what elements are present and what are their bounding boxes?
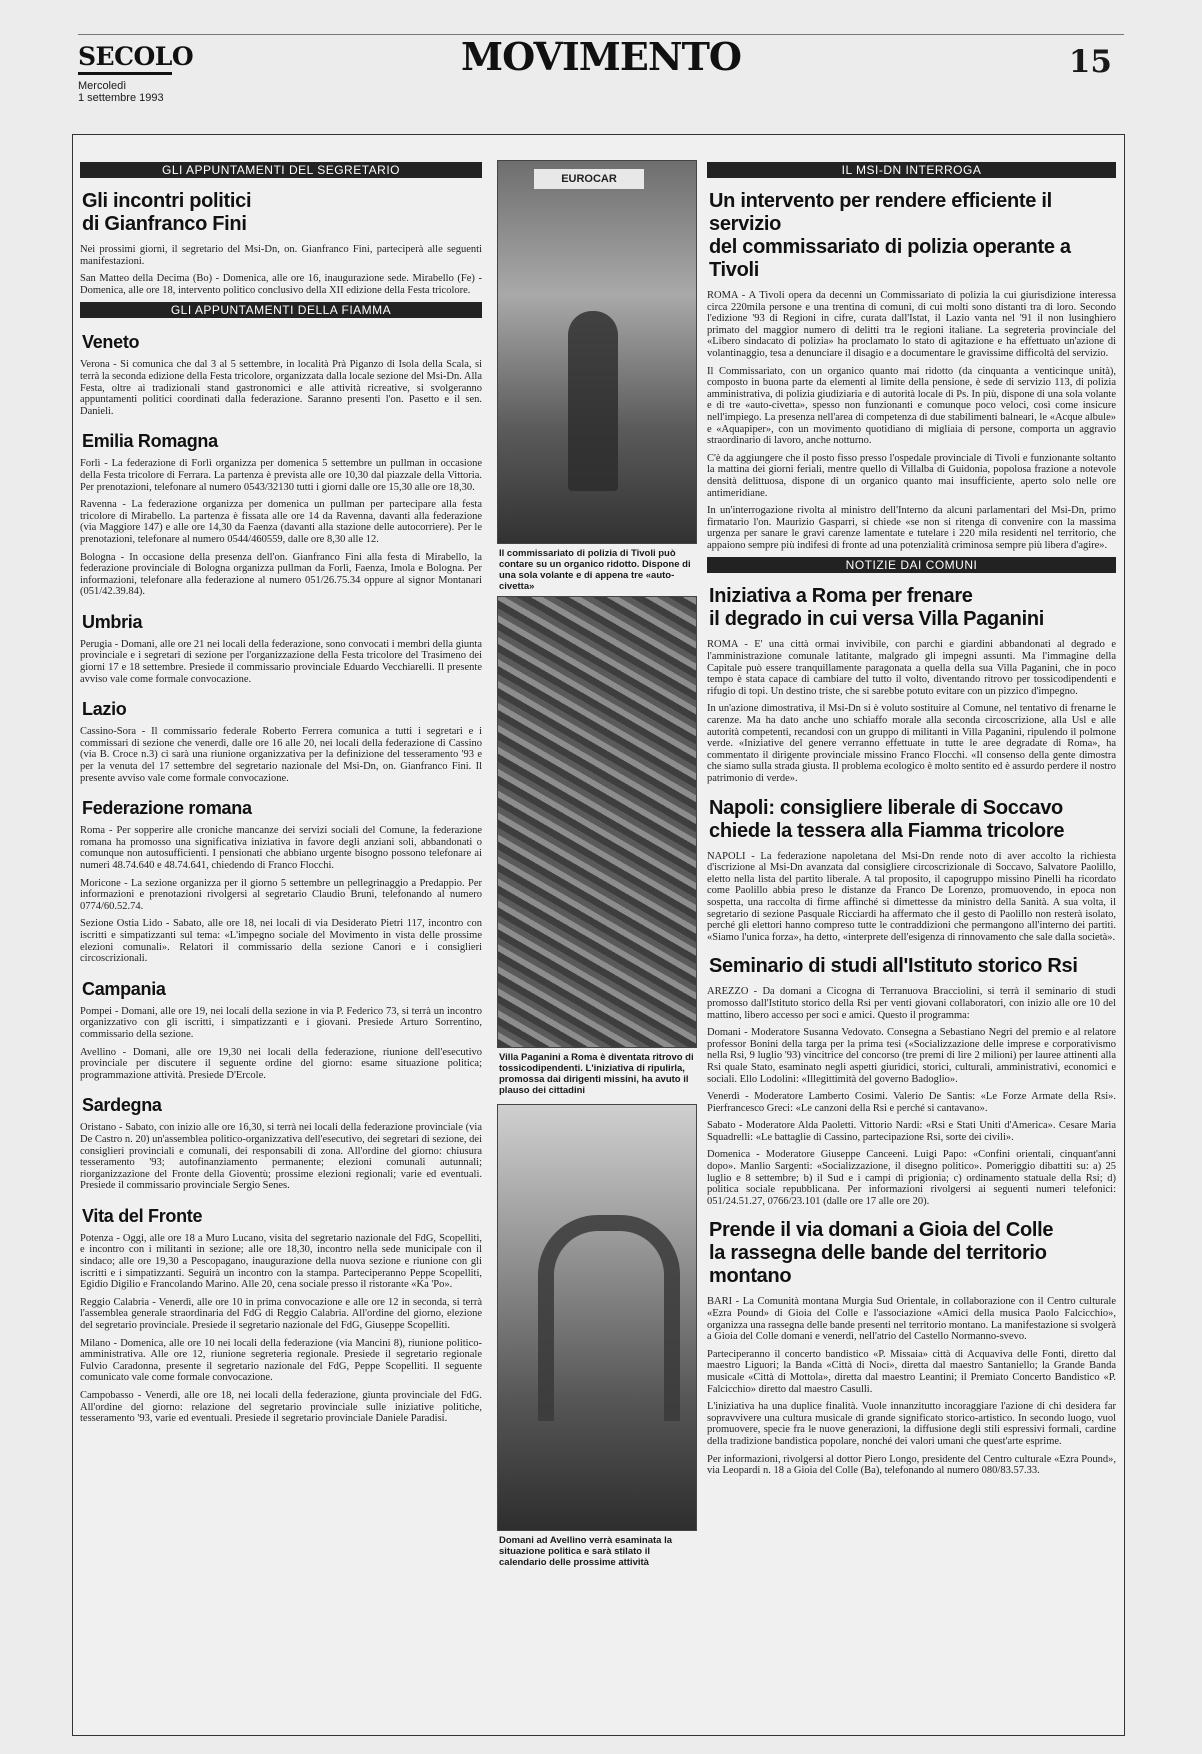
paragraph: AREZZO - Da domani a Cicogna di Terranuova Bracciolini, si terrà il seminario di studi promosso dall'Istituto storico della Rsi per venti giovani collaboratori, con inizio alle ore 10 del mattino, libero accesso per soci e amici. Questo il programma: xyxy=(707,986,1116,1021)
paragraph: Perugia - Domani, alle ore 21 nei locali della federazione, sono convocati i membri della giunta provinciale e i segretari di sezione per l'organizzazione della Festa tricolore del Trasimeno dei giorni 17 e 18 settembre. Presiede il commissario provinciale Eduardo Vecchiarelli. Il presente avviso vale come formale convocazione. xyxy=(80,638,482,685)
section-bar-interroga: IL MSI-DN INTERROGA xyxy=(707,162,1116,178)
paragraph: Potenza - Oggi, alle ore 18 a Muro Lucano, visita del segretario nazionale del FdG, Scopelliti, e incontro con i militanti in sezione; alle ore 18,30, incontro nella sede municipale con il sindaco; alle ore 19,30 a Pescopagano, inaugurazione della nuova sezione e riunione con gli iscritti e i simpatizzanti. Seguirà un incontro con la stampa. Parteciperanno Peppe Scopelliti, Egidio Digilio e Francolando Marino. Alle 20, cena sociale presso il ristorante «Ka 'Po». xyxy=(80,1232,482,1291)
region-heading-lazio: Lazio xyxy=(82,699,127,720)
paragraph: C'è da aggiungere che il posto fisso presso l'ospedale provinciale di Tivoli e funzionante soltanto la mattina dei giorni feriali, mentre quello di Villalba di Guidonia, popolosa frazione a notevole densità delittuosa, dispone di un organico quanto mai insufficiente, aperto solo nelle ore antimeridiane. xyxy=(707,452,1116,499)
paragraph: Venerdì - Moderatore Lamberto Cosimi. Valerio De Santis: «Le Forze Armate della Rsi». Pierfrancesco Greci: «Le canzoni della Rsi e perché si cantavano». xyxy=(707,1091,1116,1114)
section-bar-fiamma: GLI APPUNTAMENTI DELLA FIAMMA xyxy=(80,302,482,318)
photo-column xyxy=(497,160,697,1568)
region-heading-vita-fronte: Vita del Fronte xyxy=(82,1205,203,1226)
paragraph: BARI - La Comunità montana Murgia Sud Orientale, in collaborazione con il Centro culturale «Ezra Pound» di Gioia del Colle e l'associazione «Amici della musica Paolo Falcicchio», organizza una rassegna delle bande presenti nel territorio montano. La manifestazione si svolgerà a Gioia del Colle domani e venerdì, nell'atrio del Castello Normanno-svevo. xyxy=(707,1296,1116,1343)
region-heading-veneto: Veneto xyxy=(82,332,140,353)
headline-gioia-del-colle: Prende il via domani a Gioia del Colle la rassegna delle bande del territorio montano xyxy=(709,1219,1054,1288)
photo-caption: Villa Paganini a Roma è diventata ritrovo di tossicodipendenti. L'iniziativa di ripulirla, promossa dai dirigenti missini, ha avuto il plauso dei cittadini xyxy=(499,1052,694,1096)
headline-napoli: Napoli: consigliere liberale di Soccavo chiede la tessera alla Fiamma tricolore xyxy=(709,796,1065,842)
paragraph: Cassino-Sora - Il commissario federale Roberto Ferrera comunica a tutti i segretari e i commissari di sezione che venerdì, dalle ore 16 alle 20, nei locali della federazione di Cassino (via B. Croce n.3) ci sarà una riunione organizzativa per la definizione del tesseramento '93 e per la venuta del 17 settembre del segretario nazionale del Msi-Dn, on. Gianfranco Fini. Il presente avviso vale come formale convocazione. xyxy=(80,726,482,784)
left-column xyxy=(80,160,482,1431)
region-heading-sardegna: Sardegna xyxy=(82,1095,162,1116)
photo-caption: Il commissariato di polizia di Tivoli può contare su un organico ridotto. Dispone di una sola volante e di appena tre «auto-civetta» xyxy=(499,548,691,592)
paragraph: Reggio Calabria - Venerdì, alle ore 10 in prima convocazione e alle ore 12 in seconda, si terrà l'assemblea generale straordinaria del FdG di Reggio Calabria. All'ordine del giorno, elezione del segretario provinciale. Presiede il segretario nazionale del FdG, Giuseppe Scopelliti. xyxy=(80,1296,482,1332)
paragraph: ROMA - A Tivoli opera da decenni un Commissariato di polizia la cui giurisdizione interessa circa 220mila persone e una trentina di comuni, di cui molti sono distanti tra di loro. Secondo l'edizione '93 di Regioni in cifre, curata dall'Istat, il Lazio vanta nel '91 il non lusinghiero primato del maggior numero di delitti tra le regioni italiane. La segreteria provinciale del «Libero sindacato di polizia» ha proclamato lo stato di agitazione e ha effettuato un'azione di volantinaggio, tesa a denunciare il disagio e a documentare le gravissime difficoltà del servizio. xyxy=(707,290,1116,359)
paragraph: Sezione Ostia Lido - Sabato, alle ore 18, nei locali di via Desiderato Pietri 117, incontro con iscritti e simpatizzanti sul tema: «L'impegno sociale del Movimento in vista delle prossime elezioni comunali». Relatori il commissario della sezione Canori e i consiglieri circoscrizionali. xyxy=(80,918,482,965)
issue-date: 1 settembre 1993 xyxy=(78,92,164,104)
paragraph: Il Commissariato, con un organico quanto mai ridotto (da cinquanta a venticinque unità), composto in buona parte da elementi al limite della pensione, è sede di servizio 113, di polizia amministrativa, di polizia giudiziaria e di autorità locale di Ps. In più, dispone di una sola volante e di tre «auto-civetta», spesso non funzionanti e comunque poco veloci, così come insicure nell'impiego. La presenza nell'area di competenza di due stabilimenti balneari, le «Acque albule» e «Aquapiper», con un movimento quotidiano di migliaia di persone, comporta un aggravio straordinario di lavoro, anche notturno. xyxy=(707,365,1116,447)
paragraph: NAPOLI - La federazione napoletana del Msi-Dn rende noto di aver accolto la richiesta d'iscrizione al Msi-Dn avanzata dal consigliere circoscrizionale di Soccavo, Salvatore Paolillo, eletto nella lista del partito liberale. A tal proposito, il capogruppo missino Pinelli ha ricordato come Paolillo abbia preso le distanze da Franco De Lorenzo, promuovendo, in epoca non sospetta, una raccolta di firme affinché si dimettesse da ministro della Sanità. A sua volta, il segretario di sezione Pasquale Ricciardi ha affermato che il gesto di Paolillo non resterà isolato, perché gli elettori hanno compreso tutte le contraddizioni che permangono all'interno dei partiti. «Siamo l'unica forza», ha detto, «interprete dell'esigenza di rinnovamento che sale dalla società». xyxy=(707,850,1116,943)
paragraph: Verona - Si comunica che dal 3 al 5 settembre, in località Prà Piganzo di Isola della Scala, si terrà la seconda edizione della Festa tricolore, organizzata dalla locale sezione del Msi-Dn. Alla Festa, oltre ai tradizionali stand gastronomici e alle attività ricreative, si svolgeranno appuntamenti politici coordinati dalla federazione. Saranno presenti l'on. Pasetto e il sen. Danieli. xyxy=(80,359,482,417)
arch-silhouette xyxy=(538,1215,680,1421)
paragraph: Oristano - Sabato, con inizio alle ore 16,30, si terrà nei locali della federazione provinciale (via De Castro n. 20) un'assemblea politico-organizzativa dell'esecutivo, dei segretari di sezione, dei consiglieri provinciali e comunali, dei responsabili di zona. All'ordine del giorno: chiusura tesseramento '93; autofinanziamento permanente; elezioni comunali autunnali; riorganizzazione del Fronte della Gioventù; prossime elezioni regionali; varie ed eventuali. Presiede il commissario provinciale Sergio Senes. xyxy=(80,1122,482,1192)
paragraph: Roma - Per sopperire alle croniche mancanze dei servizi sociali del Comune, la federazione romana ha promosso una significativa iniziativa in favore degli anziani soli, abbandonati o comunque non autosufficienti. I pensionati che abbiano urgente bisogno possono telefonare ai numeri 48.74.640 e 48.74.641, chiedendo di Franco Flocchi. xyxy=(80,825,482,871)
region-heading-federazione-romana: Federazione romana xyxy=(82,798,252,819)
officer-silhouette xyxy=(568,311,618,491)
paragraph: Per informazioni, rivolgersi al dottor Piero Longo, presidente del Centro culturale «Ezra Pound», via Leopardi n. 18 a Gioia del Colle (Ba), telefonando al numero 080/83.57.33. xyxy=(707,1453,1116,1477)
paragraph: Nei prossimi giorni, il segretario del Msi-Dn, on. Gianfranco Fini, parteciperà alle seguenti manifestazioni. xyxy=(80,244,482,267)
paragraph: Ravenna - La federazione organizza per domenica un pullman per partecipare alla festa tricolore di Mirabello. La partenza è fissata alle ore 14 da Ravenna, davanti alla federazione (via Maggiore 147) e alle ore 14,30 da Faenza (davanti alla stazione delle autocorriere). Per le prenotazioni, telefonare al numero 0544/460559, dalle ore 8,30 alle 12. xyxy=(80,499,482,545)
region-heading-emilia: Emilia Romagna xyxy=(82,431,218,452)
paragraph: In un'azione dimostrativa, il Msi-Dn si è voluto sostituire al Comune, nel tentativo di frenarne le carenze. Ma ha dato anche uno schiaffo morale alla seconda circoscrizione, alla Usl e alle autorità competenti, recandosi con un gruppo di militanti in Villa Paganini, ripulendo il polmone verde. «Iniziative del genere verranno effettuate in tutte le aree degradate di Roma», ha commentato il dirigente provinciale missino Franco Flocchi. «Il consenso della gente dimostra che siamo sulla strada giusta. Il problema ecologico è molto sentito ed è assurdo perdere il nostro patrimonio di verde». xyxy=(707,703,1116,784)
right-column xyxy=(707,160,1116,1483)
paragraph: Forlì - La federazione di Forlì organizza per domenica 5 settembre un pullman in occasione della Festa tricolore di Ferrara. La partenza è prevista alle ore 10,30 dal piazzale della Vittoria. Per prenotazioni, telefonare al numero 0543/32130 tutti i giorni dalle ore 15,30 alle ore 18,30. xyxy=(80,458,482,493)
paragraph: Campobasso - Venerdì, alle ore 18, nei locali della federazione, giunta provinciale del FdG. All'ordine del giorno: relazione del segretario provinciale sulle iniziative politiche, tesseramento '93, varie ed eventuali. Presiede il segretario provinciale Daniele Paradisi. xyxy=(80,1390,482,1425)
paragraph: L'iniziativa ha una duplice finalità. Vuole innanzitutto incoraggiare l'azione di chi desidera far sopravvivere una cultura musicale di grande significato storico-artistico. In secondo luogo, vuol promuovere, specie fra le nuove generazioni, la diffusione degli stili espressivi formali, cardine della tradizione bandistica popolare, nonché dei valori umani che quest'arte esprime. xyxy=(707,1401,1116,1447)
region-heading-umbria: Umbria xyxy=(82,611,143,632)
photo-police-officer xyxy=(497,160,697,544)
paragraph: Domenica - Moderatore Giuseppe Canceeni. Luigi Papo: «Confini orientali, cinquant'anni dopo». Manlio Sargenti: «Socializzazione, il disegno politico». Pomeriggio dibattiti su: a) 25 luglio e 8 settembre; b) il Sud e i campi di prigionia; c) ordinamento statuale della Rsi; d) politica sociale repubblicana. Per informazioni rivolgersi ai seguenti numeri telefonici: 051/24.51.27, 0766/23.101 (dalle ore 17 alle ore 20). xyxy=(707,1149,1116,1207)
paragraph: Domani - Moderatore Susanna Vedovato. Consegna a Sebastiano Negri del premio e al relatore professor Bonini della targa per la prima tesi («Socializzazione delle imprese e corporativismo nella Rsi, 9 luglio '93) vincitrice del concorso (tre premi di lire 2 milioni) per lauree attinenti alla Rsi quale Stato, esaminato negli aspetti giuridici, storici, culturali, amministrativi, economici e sociali. Ello Lodolini: «Illegittimità del governo Badoglio». xyxy=(707,1027,1116,1085)
paragraph: ROMA - E' una città ormai invivibile, con parchi e giardini abbandonati al degrado e l'amministrazione comunale latitante, malgrado gli impegni assunti. Ma l'immagine della Capitale può essere tranquillamente paragonata a quella della sua Villa Paganini, che in poco tempo è stata capace di cambiare del tutto il volto, diventando ritrovo per tossicodipendenti e rifugio di topi. Un destino triste, che si sarebbe potuto evitare con un pizzico d'impegno. xyxy=(707,639,1116,697)
headline-villa-paganini: Iniziativa a Roma per frenare il degrado in cui versa Villa Paganini xyxy=(709,585,1045,631)
headline-tivoli: Un intervento per rendere efficiente il servizio del commissariato di polizia operante a Tivoli xyxy=(709,190,1071,281)
headline-incontri: Gli incontri politici di Gianfranco Fini xyxy=(82,190,252,235)
paragraph: Sabato - Moderatore Alda Paoletti. Vittorio Nardi: «Rsi e Stati Uniti d'America». Cesare Maria Squadrelli: «Le battaglie di Cassino, partecipazione Rsi, sorte dei civili». xyxy=(707,1120,1116,1143)
photo-avellino-arch xyxy=(497,1104,697,1531)
photo-caption: Domani ad Avellino verrà esaminata la situazione politica e sarà stilato il calendario delle prossime attività xyxy=(499,1535,673,1568)
paragraph: In un'interrogazione rivolta al ministro dell'Interno da alcuni parlamentari del Msi-Dn, primo firmatario l'on. Maurizio Gasparri, si chiede «se non si ritenga di convenire con la massima urgenza per sanare le gravi carenze lamentate e tutelare i 220 mila residenti nel territorio, che appaiono sempre più indifesi di fronte ad una potenzialità criminosa sempre più libera d'agire». xyxy=(707,505,1116,551)
masthead xyxy=(0,0,1202,120)
paragraph: San Matteo della Decima (Bo) - Domenica, alle ore 16, inaugurazione sede. Mirabello (Fe) - Domenica, alle ore 18, intervento politico conclusivo della XII edizione della Festa tricolore. xyxy=(80,273,482,296)
photo-villa-paganini xyxy=(497,596,697,1048)
headline-seminario: Seminario di studi all'Istituto storico Rsi xyxy=(709,955,1078,978)
weekday: Mercoledì xyxy=(78,80,127,92)
paragraph: Bologna - In occasione della presenza dell'on. Gianfranco Fini alla festa di Mirabello, la federazione provinciale di Bologna organizza pullman da Forlì, Faenza, Imola e Bologna. Per informazioni, telefonare alla federazione al numero 051/26.75.34 oppure al signor Montanari (051/42.39.84). xyxy=(80,551,482,598)
section-bar-segretario: GLI APPUNTAMENTI DEL SEGRETARIO xyxy=(80,162,482,178)
paragraph: Parteciperanno il concerto bandistico «P. Missaia» città di Acquaviva delle Fonti, diretto dal maestro Liguori; la Banda «Città di Noci», diretta dal maestro Santaniello; la Grande Banda musicale «Città di Mottola», diretta dal maestro Leantini; il Premiato Concerto Bandistico «P. Falcicchio» diretto dal maestro Casulli. xyxy=(707,1348,1116,1395)
paragraph: Moricone - La sezione organizza per il giorno 5 settembre un pellegrinaggio a Predappio. Per informazioni e prenotazioni rivolgersi al segretario Claudio Bruni, telefonando al numero 0774/60.52.74. xyxy=(80,877,482,912)
paragraph: Pompei - Domani, alle ore 19, nei locali della sezione in via P. Federico 73, si terrà un incontro organizzativo con gli iscritti, i simpatizzanti e i giovani. Presiede Arturo Sorrentino, commissario della sezione. xyxy=(80,1005,482,1040)
truck-sign: EUROCAR xyxy=(534,169,644,189)
dateline xyxy=(78,80,164,104)
section-title: MOVIMENTO xyxy=(461,34,741,79)
newspaper-logo: SECOLO xyxy=(78,42,194,71)
paragraph: Avellino - Domani, alle ore 19,30 nei locali della federazione, riunione dell'esecutivo provinciale per discutere il seguente ordine del giorno: esame situazione politica; programmazione attività. Presiede D'Ercole. xyxy=(80,1046,482,1081)
region-heading-campania: Campania xyxy=(82,978,166,999)
paragraph: Milano - Domenica, alle ore 10 nei locali della federazione (via Mancini 8), riunione politico-amministrativa. Alle ore 12, riunione segreteria regionale. Presiede il segretario regionale Fulvio Caradonna, presente il segretario nazionale del FdG, Peppe Scopelliti. Il seguente comunicato vale come formale convocazione. xyxy=(80,1337,482,1384)
section-bar-comuni: NOTIZIE DAI COMUNI xyxy=(707,557,1116,573)
page-number: 15 xyxy=(1068,44,1112,80)
